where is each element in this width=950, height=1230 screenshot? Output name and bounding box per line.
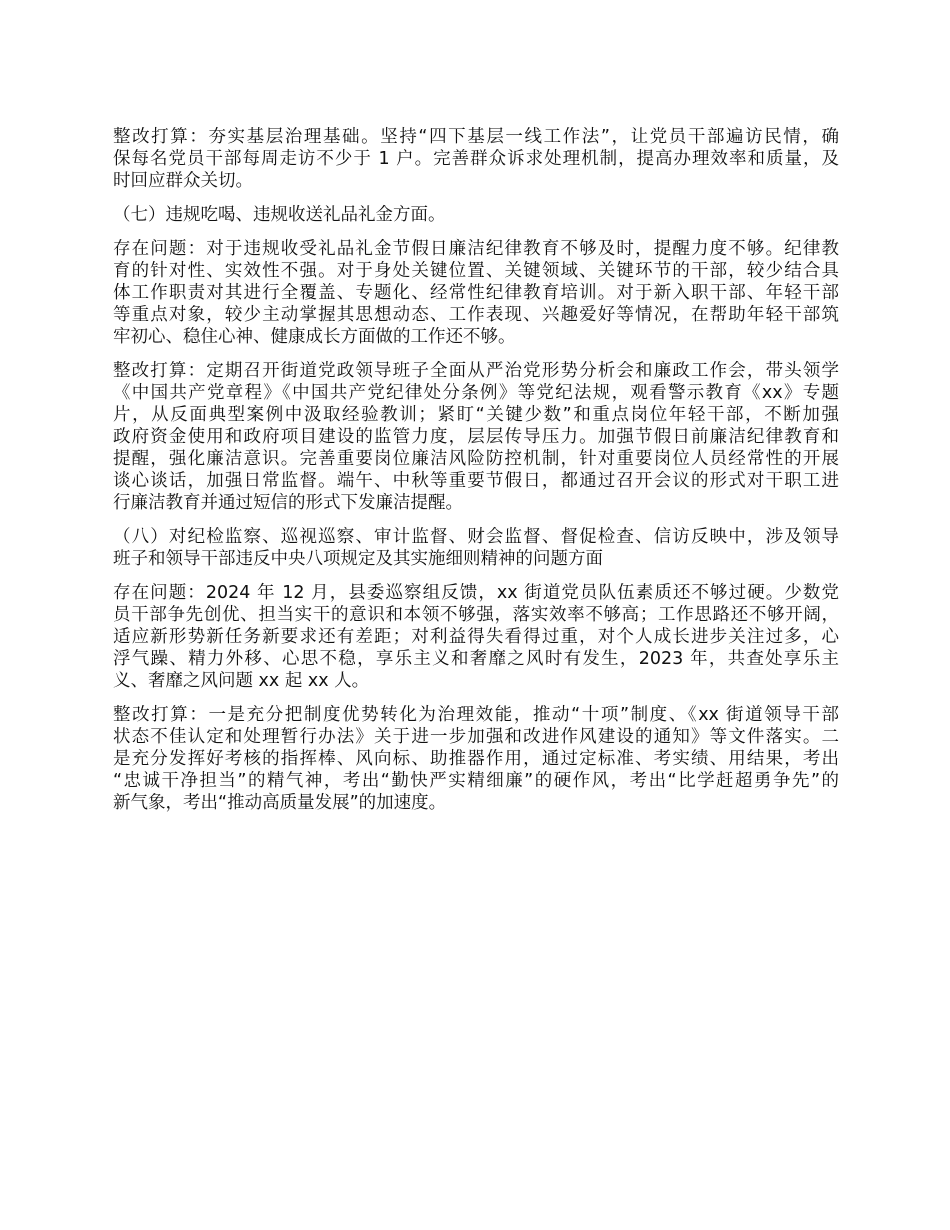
- text-line: 提醒，强化廉洁意识。完善重要岗位廉洁风险防控机制，针对重要岗位人员经常性的开展: [113, 449, 839, 469]
- text-line: 等重点对象，较少主动掌握其思想动态、工作表现、兴趣爱好等情况，在帮助年轻干部筑: [113, 305, 839, 325]
- paragraph: [113, 126, 839, 192]
- text-line: 行廉洁教育并通过短信的形式下发廉洁提醒。: [113, 493, 463, 513]
- paragraph: [113, 204, 839, 226]
- text-line: 育的针对性、实效性不强。对于身处关键位置、关键领域、关键环节的干部，较少结合具: [113, 261, 839, 281]
- text-line: 体工作职责对其进行全覆盖、专题化、经常性纪律教育培训。对于新入职干部、年轻干部: [113, 283, 839, 303]
- text-line: 员干部争先创优、担当实干的意识和本领不够强，落实效率不够高；工作思路还不够开阔，: [113, 605, 839, 625]
- text-line: 政府资金使用和政府项目建设的监管力度，层层传导压力。加强节假日前廉洁纪律教育和: [113, 427, 839, 447]
- text-line: 谈心谈话，加强日常监督。端午、中秋等重要节假日，都通过召开会议的形式对干职工进: [113, 471, 839, 491]
- text-line: 时回应群众关切。: [113, 171, 253, 191]
- text-line: 浮气躁、精力外移、心思不稳，享乐主义和奢靡之风时有发生，2023 年，共查处享乐主: [113, 649, 839, 669]
- text-line: 义、奢靡之风问题 xx 起 xx 人。: [113, 671, 370, 691]
- paragraph: [113, 526, 839, 570]
- text-line: “忠诚干净担当”的精气神，考出“勤快严实精细廉”的硬作风，考出“比学赶超勇争先”的: [113, 771, 839, 791]
- text-line: 整改打算：一是充分把制度优势转化为治理效能，推动“十项”制度、《xx 街道领导干部: [113, 705, 839, 725]
- text-line: 班子和领导干部违反中央八项规定及其实施细则精神的问题方面: [113, 549, 603, 569]
- text-line: 《中国共产党章程》《中国共产党纪律处分条例》等党纪法规，观看警示教育《xx》专题: [113, 383, 839, 403]
- paragraph: [113, 360, 839, 514]
- document-page: [113, 126, 839, 826]
- text-line: 存在问题：2024 年 12 月，县委巡察组反馈，xx 街道党员队伍素质还不够过硬。少数党: [113, 583, 839, 603]
- text-line: 保每名党员干部每周走访不少于 1 户。完善群众诉求处理机制，提高办理效率和质量，及: [113, 149, 839, 169]
- text-line: （八）对纪检监察、巡视巡察、审计监督、财会监督、督促检查、信访反映中，涉及领导: [113, 527, 839, 547]
- text-line: 整改打算：夯实基层治理基础。坚持“四下基层一线工作法”，让党员干部遍访民情，确: [113, 127, 839, 147]
- text-line: 状态不佳认定和处理暂行办法》关于进一步加强和改进作风建设的通知》等文件落实。二: [113, 727, 839, 747]
- text-line: 新气象，考出“推动高质量发展”的加速度。: [113, 793, 447, 813]
- paragraph: [113, 582, 839, 692]
- text-line: 牢初心、稳住心神、健康成长方面做的工作还不够。: [113, 327, 516, 347]
- text-line: 是充分发挥好考核的指挥棒、风向标、助推器作用，通过定标准、考实绩、用结果，考出: [113, 749, 839, 769]
- text-line: 整改打算：定期召开街道党政领导班子全面从严治党形势分析会和廉政工作会，带头领学: [113, 361, 839, 381]
- text-line: 存在问题：对于违规收受礼品礼金节假日廉洁纪律教育不够及时，提醒力度不够。纪律教: [113, 239, 839, 259]
- paragraph: [113, 238, 839, 348]
- paragraph: [113, 704, 839, 814]
- text-line: 适应新形势新任务新要求还有差距；对利益得失看得过重，对个人成长进步关注过多，心: [113, 627, 839, 647]
- text-line: 片，从反面典型案例中汲取经验教训；紧盯“关键少数”和重点岗位年轻干部，不断加强: [113, 405, 839, 425]
- text-line: （七）违规吃喝、违规收送礼品礼金方面。: [113, 205, 446, 225]
